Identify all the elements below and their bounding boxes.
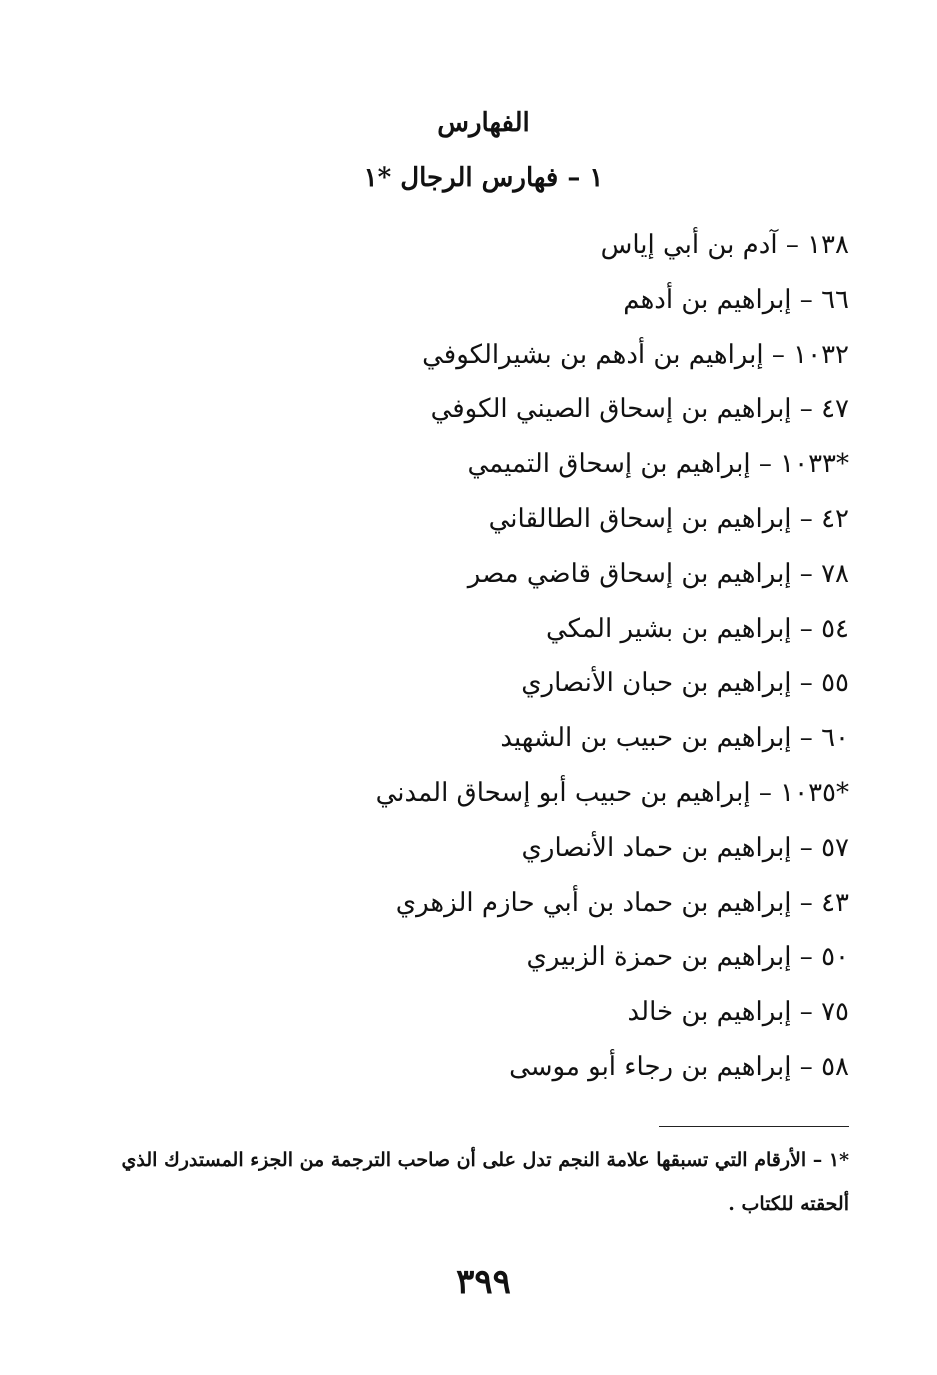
page-number: ٣٩٩	[456, 1262, 511, 1302]
footnote: *١ – الأرقام التي تسبقها علامة النجم تدل على أن صاحب الترجمة من الجزء المستدرك الذي ألحقته للكتاب .	[121, 1149, 849, 1215]
index-entry: ٥٥ – إبراهيم بن حبان الأنصاري	[521, 668, 849, 699]
page-title: الفهارس	[437, 108, 530, 138]
index-entry: *١٠٣٣ – إبراهيم بن إسحاق التميمي	[467, 449, 849, 480]
index-entry: ٤٧ – إبراهيم بن إسحاق الصيني الكوفي	[430, 394, 849, 425]
section-heading: ١ – فهارس الرجال *١	[363, 163, 604, 193]
index-entry: ٤٢ – إبراهيم بن إسحاق الطالقاني	[488, 503, 849, 534]
index-entry: ١٣٨ – آدم بن أبي إياس	[600, 230, 849, 260]
index-entry: ٦٦ – إبراهيم بن أدهم	[623, 284, 849, 315]
index-entry: ٥٧ – إبراهيم بن حماد الأنصاري	[521, 832, 849, 863]
index-entry: ٧٥ – إبراهيم بن خالد	[627, 997, 849, 1028]
index-entry: ٥٨ – إبراهيم بن رجاء أبو موسى	[509, 1051, 849, 1082]
index-entry: ٧٨ – إبراهيم بن إسحاق قاضي مصر	[467, 558, 849, 589]
index-entry: ٥٠ – إبراهيم بن حمزة الزبيري	[526, 942, 849, 973]
index-entry: ٦٠ – إبراهيم بن حبيب بن الشهيد	[500, 723, 849, 754]
index-list	[376, 218, 849, 1095]
index-entry: ٤٣ – إبراهيم بن حماد بن أبي حازم الزهري	[395, 887, 849, 918]
index-entry: ١٠٣٢ – إبراهيم بن أدهم بن بشيرالكوفي	[422, 339, 849, 370]
index-entry: *١٠٣٥ – إبراهيم بن حبيب أبو إسحاق المدني	[375, 777, 849, 808]
footnote-divider	[659, 1126, 849, 1127]
index-entry: ٥٤ – إبراهيم بن بشير المكي	[545, 613, 849, 644]
